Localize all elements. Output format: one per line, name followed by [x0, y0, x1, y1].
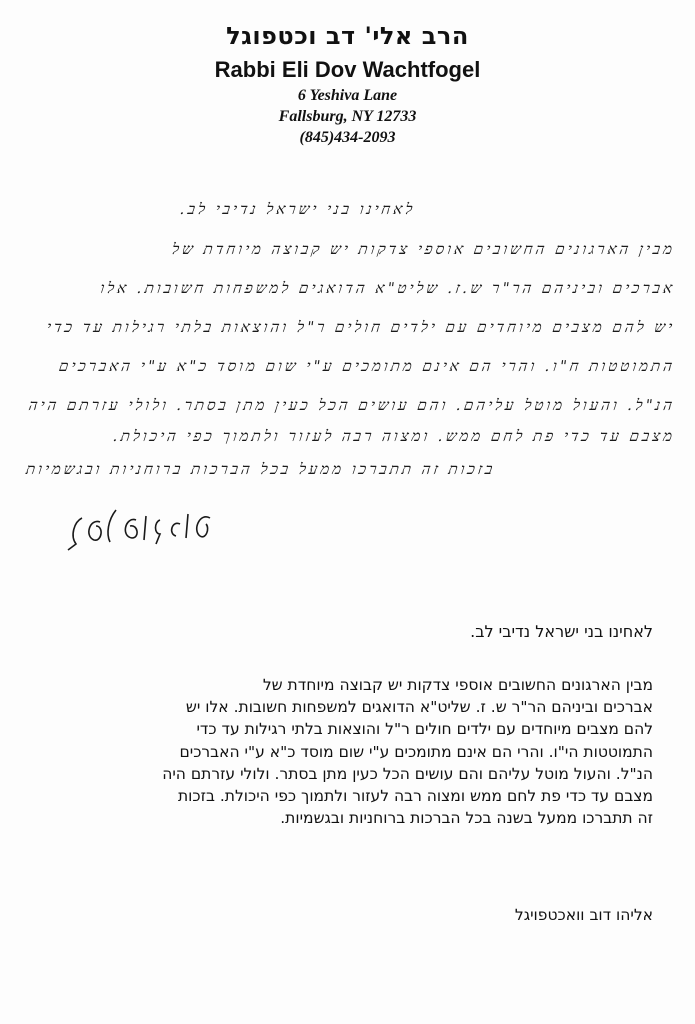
handwritten-line: יש להם מצבים מיוחדים עם ילדים חולים ר"ל והוצאות בלתי רגילות עד כדי [45, 318, 677, 336]
typed-body-line: מצבם עד כדי פת לחם ממש ומצוה רבה לעזור ולתמוך כפי היכולת. בזכות [178, 787, 653, 806]
letterhead-hebrew-name: הרב אלי' דב וכטפוגל [226, 22, 469, 50]
typed-body-line: מבין הארגונים החשובים אוספי צדקות יש קבוצה מיוחדת של [262, 676, 653, 694]
handwritten-signature [60, 500, 230, 560]
letterhead-phone: (845)434-2093 [299, 129, 396, 146]
typed-body-line: הנ"ל. והעול מוטל עליהם והם עושים הכל כעין מתן בסתר. ולולי עזרתם היה [162, 764, 653, 783]
letterhead-street: 6 Yeshiva Lane [297, 87, 398, 104]
letterhead-city: Fallsburg, NY 12733 [278, 108, 417, 125]
typed-body-line: אברכים וביניהם הר"ר ש. ז. שליט"א הדואגים למשפחות חשובות. אלו יש [185, 698, 653, 717]
handwritten-line: לאחינו בני ישראל נדיבי לב. [178, 200, 417, 218]
typed-signature: אליהו דוב וואכטפויגל [514, 906, 653, 924]
handwritten-line: מצבם עד כדי פת לחם ממש. ומצוה רבה לעזור ולתמוך כפי היכולת. [111, 427, 677, 445]
handwritten-line: הנ"ל. והעול מוטל עליהם. והם עושים הכל כעין מתן בסתר. ולולי עזרתם היה [27, 396, 677, 414]
typed-body-line: להם מצבים מיוחדים עם ילדים חולים ר"ל והוצאות בלתי רגילות עד כדי [196, 720, 653, 739]
handwritten-line: אברכים וביניהם הר"ר ש.ז. שליט"א הדואגים למשפחות חשובות. אלו [99, 279, 677, 297]
handwritten-line: התמוטטות ח"ו. והרי הם אינם מתומכים ע"י שום מוסד כ"א ע"י האברכים [57, 357, 677, 375]
handwritten-line: מבין הארגונים החשובים אוספי צדקות יש קבוצה מיוחדת של [170, 240, 677, 258]
typed-greeting: לאחינו בני ישראל נדיבי לב. [470, 622, 653, 641]
handwritten-line: בזכות זה תתברכו ממעל בכל הברכות ברוחניות ובגשמיות [24, 460, 497, 478]
typed-body-line: התמוטטות הי"ו. והרי הם אינם מתומכים ע"י שום מוסד כ"א ע"י האברכים [179, 742, 653, 761]
typed-body [53, 674, 653, 829]
letterhead-english-name: Rabbi Eli Dov Wachtfogel [214, 57, 481, 82]
typed-body-line: זה תתברכו ממעל בשנה בכל הברכות ברוחניות ובגשמיות. [280, 809, 653, 828]
